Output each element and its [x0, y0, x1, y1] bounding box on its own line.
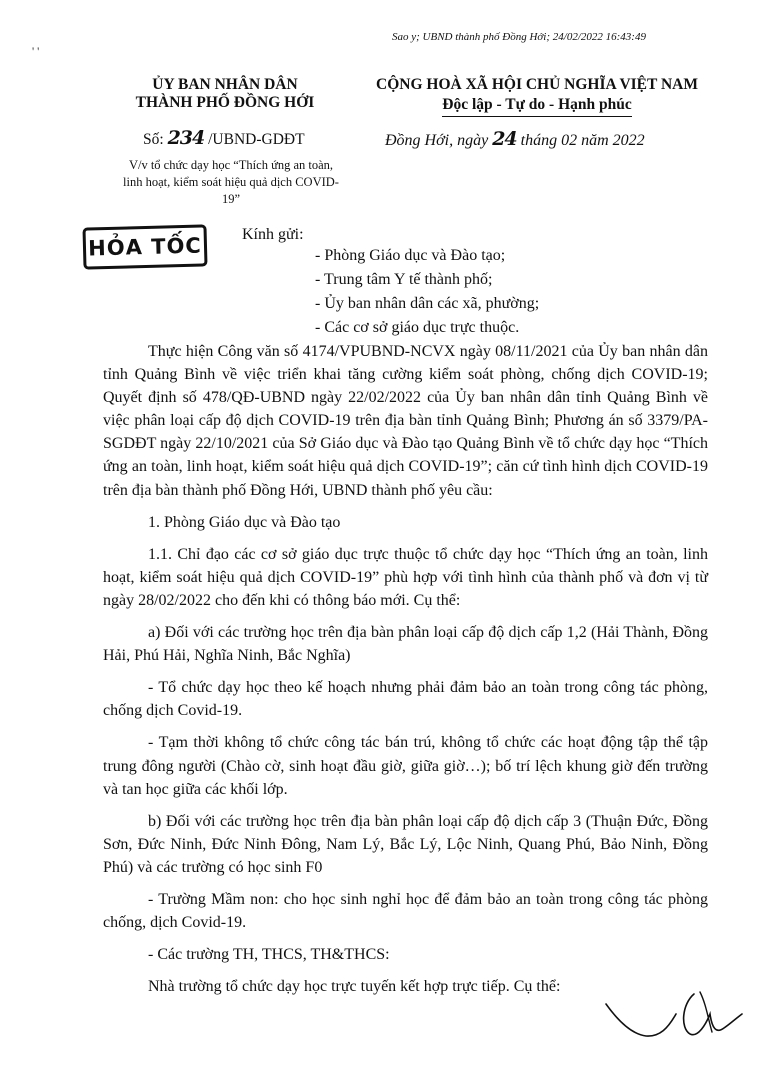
body-paragraph: - Trường Mầm non: cho học sinh nghỉ học để đảm bảo an toàn trong công tác phòng chống, dịch Covid-19.: [103, 890, 708, 932]
issuer-line-2: THÀNH PHỐ ĐỒNG HỚI: [135, 94, 315, 111]
recipient-item: - Ủy ban nhân dân các xã, phường;: [315, 295, 540, 312]
issuer-line-1: ỦY BAN NHÂN DÂN: [152, 76, 298, 93]
date-day-handwritten: 24: [492, 128, 517, 150]
handwritten-signature: [602, 984, 752, 1054]
recipient-item: - Trung tâm Y tế thành phố;: [315, 271, 493, 288]
national-motto-line-1: CỘNG HOÀ XÃ HỘI CHỦ NGHĨA VIỆT NAM: [376, 76, 698, 93]
recipient-item: - Phòng Giáo dục và Đào tạo;: [315, 247, 506, 264]
national-header: [352, 75, 722, 117]
body-paragraph: b) Đối với các trường học trên địa bàn phân loại cấp độ dịch cấp 3 (Thuận Đức, Đồng Sơn, Đức Ninh, Đức Ninh Đông, Nam Lý, Bắc Lý, Lộc Ninh, Quang Phú, Bảo Ninh, Đồng Phú) và các trường có học sinh F0: [103, 812, 708, 876]
copy-certification-note: Sao y; UBND thành phố Đồng Hới; 24/02/2022 16:43:49: [392, 31, 646, 43]
corner-marks: ' ': [32, 44, 40, 58]
urgent-stamp: HỎA TỐC: [82, 224, 207, 269]
national-motto-line-2: Độc lập - Tự do - Hạnh phúc: [442, 95, 631, 117]
body-paragraph: - Tổ chức dạy học theo kế hoạch nhưng phải đảm bảo an toàn trong công tác phòng, chống dịch Covid-19.: [103, 679, 708, 720]
recipient-item: - Các cơ sở giáo dục trực thuộc.: [315, 319, 520, 336]
document-subject: V/v tổ chức dạy học “Thích ứng an toàn, linh hoạt, kiểm soát hiệu quả dịch COVID-19”: [123, 158, 339, 206]
doc-number-prefix: Số:: [143, 131, 168, 148]
recipient-list: [315, 244, 539, 340]
doc-number-handwritten: 234: [167, 127, 205, 149]
body-paragraph: - Tạm thời không tổ chức công tác bán trú, không tổ chức các hoạt động tập thể tập trung đông người (Chào cờ, sinh hoạt đầu giờ, giữa giờ…); bố trí lệch khung giờ đến trường và tan học giữa các khối lớp.: [103, 734, 708, 798]
doc-number-suffix: /UBND-GDĐT: [204, 131, 305, 148]
document-number: [143, 127, 305, 149]
issuer-header: [120, 76, 330, 112]
issue-date: [385, 128, 645, 150]
body-paragraph: Nhà trường tổ chức dạy học trực tuyến kết hợp trực tiếp. Cụ thể:: [148, 978, 561, 996]
date-prefix: Đồng Hới, ngày: [385, 132, 493, 149]
body-paragraph: a) Đối với các trường học trên địa bàn phân loại cấp độ dịch cấp 1,2 (Hải Thành, Đồng Hải, Phú Hải, Nghĩa Ninh, Bắc Nghĩa): [103, 624, 708, 665]
greeting: Kính gửi:: [242, 226, 304, 243]
document-body: [103, 340, 708, 1007]
body-paragraph: Thực hiện Công văn số 4174/VPUBND-NCVX ngày 08/11/2021 của Ủy ban nhân dân tỉnh Quảng Bình về việc triển khai tăng cường kiểm soát phòng, chống dịch COVID-19; Quyết định số 478/QĐ-UBND ngày 22/02/2022 của Ủy ban nhân dân tỉnh Quảng Bình về việc phân loại cấp độ dịch COVID-19 trên địa bàn tỉnh Quảng Bình; Phương án số 3379/PA-SGDĐT ngày 22/10/2021 của Sở Giáo dục và Đào tạo Quảng Bình về tổ chức dạy học “Thích ứng an toàn, linh hoạt, kiểm soát hiệu quả dịch COVID-19”; căn cứ tình hình dịch COVID-19 trên địa bàn thành phố Đồng Hới, UBND thành phố yêu cầu:: [103, 343, 708, 499]
body-paragraph: 1. Phòng Giáo dục và Đào tạo: [148, 513, 341, 531]
date-suffix: tháng 02 năm 2022: [516, 132, 645, 149]
body-paragraph: - Các trường TH, THCS, TH&THCS:: [148, 946, 390, 964]
body-paragraph: 1.1. Chỉ đạo các cơ sở giáo dục trực thuộc tổ chức dạy học “Thích ứng an toàn, linh hoạt, kiểm soát hiệu quả dịch COVID-19” phù hợp với tình hình của thành phố và đơn vị từ ngày 28/02/2022 cho đến khi có thông báo mới. Cụ thể:: [103, 545, 708, 609]
